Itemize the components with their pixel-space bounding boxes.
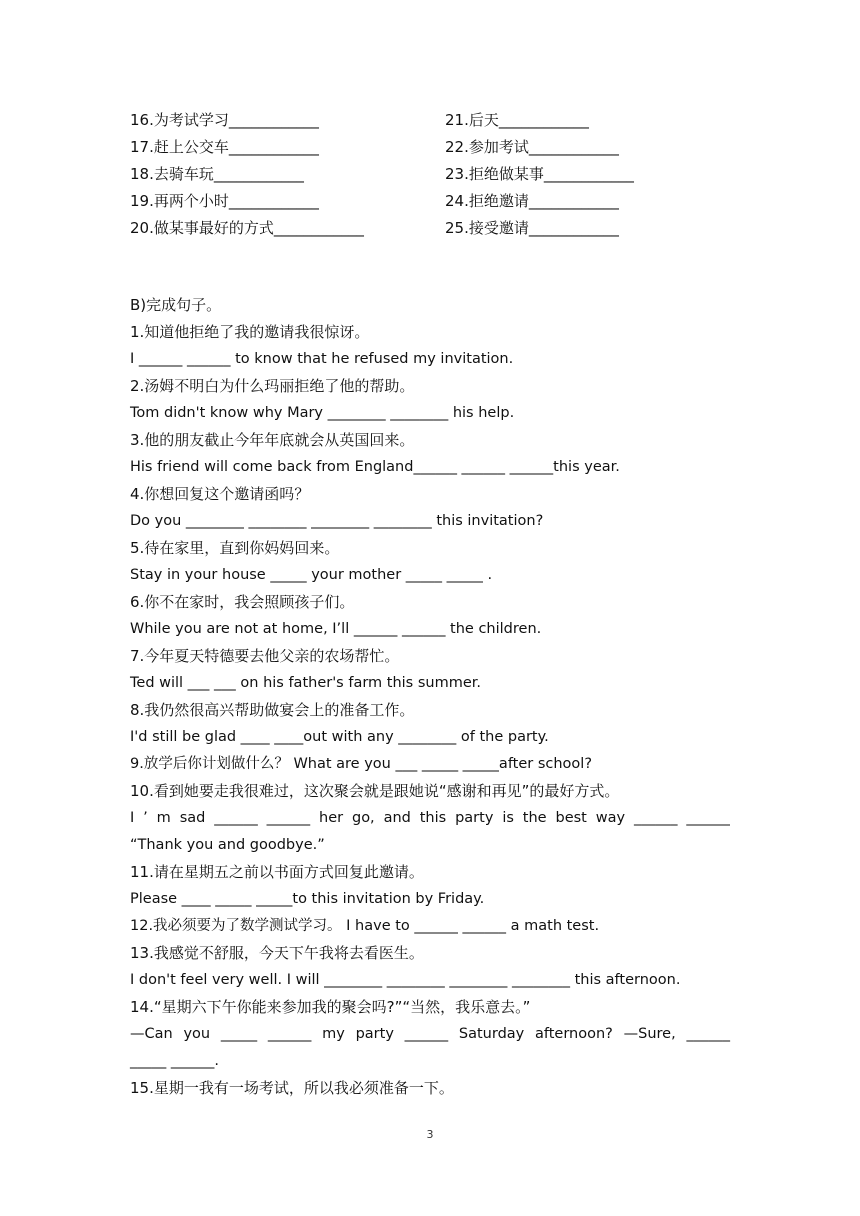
question-chinese: 4.你想回复这个邀请函吗？ xyxy=(130,485,310,503)
vocab-row xyxy=(130,133,750,160)
blank: ______ xyxy=(266,810,311,826)
word: afternoon? xyxy=(535,1026,613,1042)
question-english: Ted will ___ ___ on his father's farm this summer. xyxy=(130,675,482,691)
vocab-row xyxy=(130,106,750,133)
question-english: Do you ________ ________ ________ ________ this invitation? xyxy=(130,513,544,529)
word: is xyxy=(502,810,514,826)
blank: ______ xyxy=(214,810,258,826)
word: and xyxy=(383,810,411,826)
vocab-item: 21.后天____________ xyxy=(445,111,589,129)
word: party xyxy=(455,810,494,826)
blank: ______ xyxy=(686,1026,730,1042)
word: party xyxy=(355,1026,394,1042)
question-english: I don't feel very well. I will ________ ________ ________ ________ this afternoon. xyxy=(130,972,681,988)
question-english: I ______ ______ to know that he refused my invitation. xyxy=(130,351,514,367)
word: go, xyxy=(351,810,375,826)
vocab-item: 20.做某事最好的方式____________ xyxy=(130,219,364,237)
vocab-item: 18.去骑车玩____________ xyxy=(130,165,304,183)
question-english-justified xyxy=(130,1021,730,1048)
vocab-item: 16.为考试学习____________ xyxy=(130,111,319,129)
word: —Can xyxy=(130,1026,173,1042)
vocab-item: 17.赶上公交车____________ xyxy=(130,138,319,156)
question-combined: 9.放学后你计划做什么？ What are you ___ _____ _____after school? xyxy=(130,756,593,772)
blank: ______ xyxy=(267,1026,312,1042)
question-chinese: 8.我仍然很高兴帮助做宴会上的准备工作。 xyxy=(130,701,415,719)
word: —Sure, xyxy=(623,1026,676,1042)
question-chinese: 7.今年夏天特德要去他父亲的农场帮忙。 xyxy=(130,647,400,665)
word: Saturday xyxy=(458,1026,525,1042)
page-number: 3 xyxy=(426,1128,434,1141)
question-chinese: 2.汤姆不明白为什么玛丽拒绝了他的帮助。 xyxy=(130,377,415,395)
word: sad xyxy=(179,810,206,826)
word: my xyxy=(322,1026,345,1042)
question-chinese: 11.请在星期五之前以书面方式回复此邀请。 xyxy=(130,863,424,881)
word: way xyxy=(595,810,626,826)
word: ’ xyxy=(143,810,148,826)
vocab-row xyxy=(130,214,750,241)
vocab-row xyxy=(130,160,750,187)
question-chinese: 1.知道他拒绝了我的邀请我很惊讶。 xyxy=(130,323,370,341)
question-english-continued: _____ ______. xyxy=(130,1053,219,1069)
question-english: His friend will come back from England______ ______ ______this year. xyxy=(130,459,620,475)
word: I xyxy=(130,810,135,826)
blank: ______ xyxy=(404,1026,449,1042)
word: this xyxy=(419,810,447,826)
question-chinese: 14.“星期六下午你能来参加我的聚会吗?”“当然，我乐意去。” xyxy=(130,998,531,1016)
section-b xyxy=(130,292,730,1102)
word: m xyxy=(156,810,171,826)
question-english: I'd still be glad ____ ____out with any ________ of the party. xyxy=(130,729,549,745)
question-english: Tom didn't know why Mary ________ ________ his help. xyxy=(130,405,515,421)
section-heading: B)完成句子。 xyxy=(130,296,222,314)
question-english-continued: “Thank you and goodbye.” xyxy=(130,837,325,853)
word: best xyxy=(555,810,587,826)
vocab-row xyxy=(130,187,750,214)
question-chinese: 13.我感觉不舒服，今天下午我将去看医生。 xyxy=(130,944,424,962)
question-english: Stay in your house _____ your mother _____ _____ . xyxy=(130,567,493,583)
blank: _____ xyxy=(220,1026,258,1042)
blank: ______ xyxy=(686,810,730,826)
question-chinese: 10.看到她要走我很难过，这次聚会就是跟她说“感谢和再见”的最好方式。 xyxy=(130,782,620,800)
word: her xyxy=(319,810,344,826)
question-chinese: 6.你不在家时，我会照顾孩子们。 xyxy=(130,593,355,611)
question-chinese: 3.他的朋友截止今年年底就会从英国回来。 xyxy=(130,431,415,449)
vocab-item: 25.接受邀请____________ xyxy=(445,219,619,237)
vocab-item: 22.参加考试____________ xyxy=(445,138,619,156)
vocab-item: 23.拒绝做某事____________ xyxy=(445,165,634,183)
question-chinese: 15.星期一我有一场考试，所以我必须准备一下。 xyxy=(130,1079,454,1097)
vocab-item: 24.拒绝邀请____________ xyxy=(445,192,619,210)
question-combined: 12.我必须要为了数学测试学习。 I have to ______ ______ a math test. xyxy=(130,918,600,934)
blank: ______ xyxy=(633,810,678,826)
vocabulary-list xyxy=(130,106,750,241)
word: the xyxy=(522,810,547,826)
question-chinese: 5.待在家里，直到你妈妈回来。 xyxy=(130,539,340,557)
question-english-justified xyxy=(130,805,730,832)
vocab-item: 19.再两个小时____________ xyxy=(130,192,319,210)
question-english: While you are not at home, I’ll ______ ______ the children. xyxy=(130,621,542,637)
word: you xyxy=(183,1026,211,1042)
question-english: Please ____ _____ _____to this invitation by Friday. xyxy=(130,891,485,907)
